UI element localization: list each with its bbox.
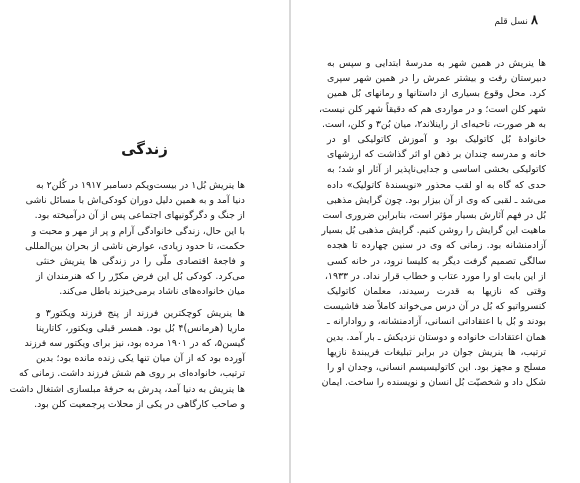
text-line: مسلح و مجهز بود. این کاتولیسیسم انسانی، وجدان او را: [327, 362, 546, 374]
chapter-heading: زندگی: [121, 140, 168, 158]
text-line: می‌شد ـ لقبی که وی از آن بیزار بود. چون گرایش مذهبی: [326, 194, 546, 206]
text-line: کاتولیکی بخشی اساسی و جدایی‌ناپذیر از آثار او شد؛ به: [327, 164, 546, 176]
text-line: گیسن۵، که در ۱۹۰۱ مرده بود، نیز برای ویکتور سه فرزند: [24, 338, 245, 350]
text-line: خانه و مدرسه چندان بر ذهن او اثر گذاشت که ارزشهای: [327, 149, 546, 161]
left-page: [0, 0, 289, 483]
text-line: آورده بود که از آن میان تنها یکی زنده مانده بود؛ بدین: [36, 353, 245, 365]
text-line: دنیا آمد و به همین دلیل دوران کودکی‌اش با مسائل ناشی: [25, 195, 245, 207]
text-line: ماهیت این گرایش را روشن کنیم. گرایش مذهبی بُل بسیار: [321, 225, 546, 237]
text-line: سالگی تصمیم گرفت دیگر به کلیسا نرود، در خانه کسی: [327, 255, 546, 267]
running-title: نسل قلم: [494, 17, 528, 27]
text-line: شکل داد و شخصیّت بُل انسان و نویسنده را ساخت. ایمان: [321, 377, 546, 389]
text-line: ها ینریش کوچکترین فرزند از پنج فرزند ویکتور۳ و: [36, 307, 245, 319]
text-line: می‌کرد. کودکی بُل این فرض مکرّر را که هنرمندان از: [36, 271, 245, 283]
page-header: [494, 12, 546, 30]
text-line: حدی که گاه به او لقب محذور «نویسندهٔ کاتولیک» داده: [327, 179, 546, 191]
text-line: بودند و بُل با اعتقاداتی انسانی، آزادمنشانه، و روادارانه ـ: [327, 316, 546, 328]
text-line: دبیرستان رفت و بیشتر عمرش را در همین شهر سپری: [327, 73, 546, 85]
text-line: حکمت، تا حدود زیادی، عوارض ناشی از بحران بین‌المللی: [25, 240, 245, 252]
text-line: وقتی که نازیها به قدرت رسیدند، معلمان کاتولیک: [327, 286, 546, 298]
text-line: شهر کلن است؛ و در مواردی هم که دقیقاً شهر کلن نیست،: [318, 103, 546, 115]
text-line: میان خانواده‌های ناشاد برمی‌خیزند باطل می‌کند.: [59, 286, 245, 298]
text-line: آزادمنشانه بود. زمانی که وی در سنین چهارده تا هجده: [327, 240, 546, 252]
text-line: بُل در فهم آثارش بسیار مؤثر است، بنابراین ضروری است: [322, 210, 546, 222]
text-line: از این بابت او را مورد عتاب و خطاب قرار نداد. در ۱۹۳۳،: [324, 270, 546, 282]
text-line: و صاحب کارگاهی در یکی از محلات پرجمعیت کلن بود.: [34, 398, 245, 410]
text-line: ماریا (هرمانس)۴ بُل بود. همسر قبلی ویکتور، کاتارینا: [36, 322, 245, 334]
right-page-body: [318, 56, 546, 390]
text-line: و فاجعهٔ اقتصادی ملّی را در زندگی ها ینریش خنثی: [36, 256, 245, 268]
text-line: همان اعتقادات خانواده و دوستان نزدیکش ـ بار آمد. بدین: [326, 331, 546, 343]
page-number: ۸: [531, 13, 538, 28]
text-line: خانوادهٔ بُل کاتولیک بود و آموزش کاتولیکی او در: [327, 134, 546, 146]
right-page: [291, 0, 580, 483]
text-line: با این حال، زندگی خانوادگی آرام و پر از مهر و محبت و: [31, 225, 245, 237]
text-line: ترتیب، خانواده‌ای بر روی هم شش فرزند داشت. زمانی که: [18, 368, 245, 380]
text-line: از جنگ و دگرگونیهای اجتماعی پس از آن درآمیخته بود.: [34, 210, 245, 222]
text-line: به هر صورت، ناحیه‌ای از راینلاند۲، میان بُن۳ و کلن، است.: [322, 118, 546, 130]
text-line: ها ینریش در همین شهر به مدرسهٔ ابتدایی و سپس به: [327, 58, 546, 69]
text-line: ها ینریش بُل۱ در بیست‌ویکم دسامبر ۱۹۱۷ در کُلن۲ به: [36, 180, 245, 191]
text-line: ها ینریش به دنیا آمد، پدرش به حرفهٔ مبلسازی اشتغال داشت: [9, 383, 245, 395]
text-line: کرد. محل وقوع بسیاری از داستانها و رمانهای بُل همین: [327, 88, 546, 100]
text-line: ترتیب، ها ینریش جوان در برابر تبلیغات فریبندهٔ نازیها: [327, 346, 546, 358]
text-line: کنسرواتیو که بُل در آن درس می‌خواند کاملاً ضد فاشیست: [323, 301, 546, 313]
left-page-body: [9, 178, 245, 412]
